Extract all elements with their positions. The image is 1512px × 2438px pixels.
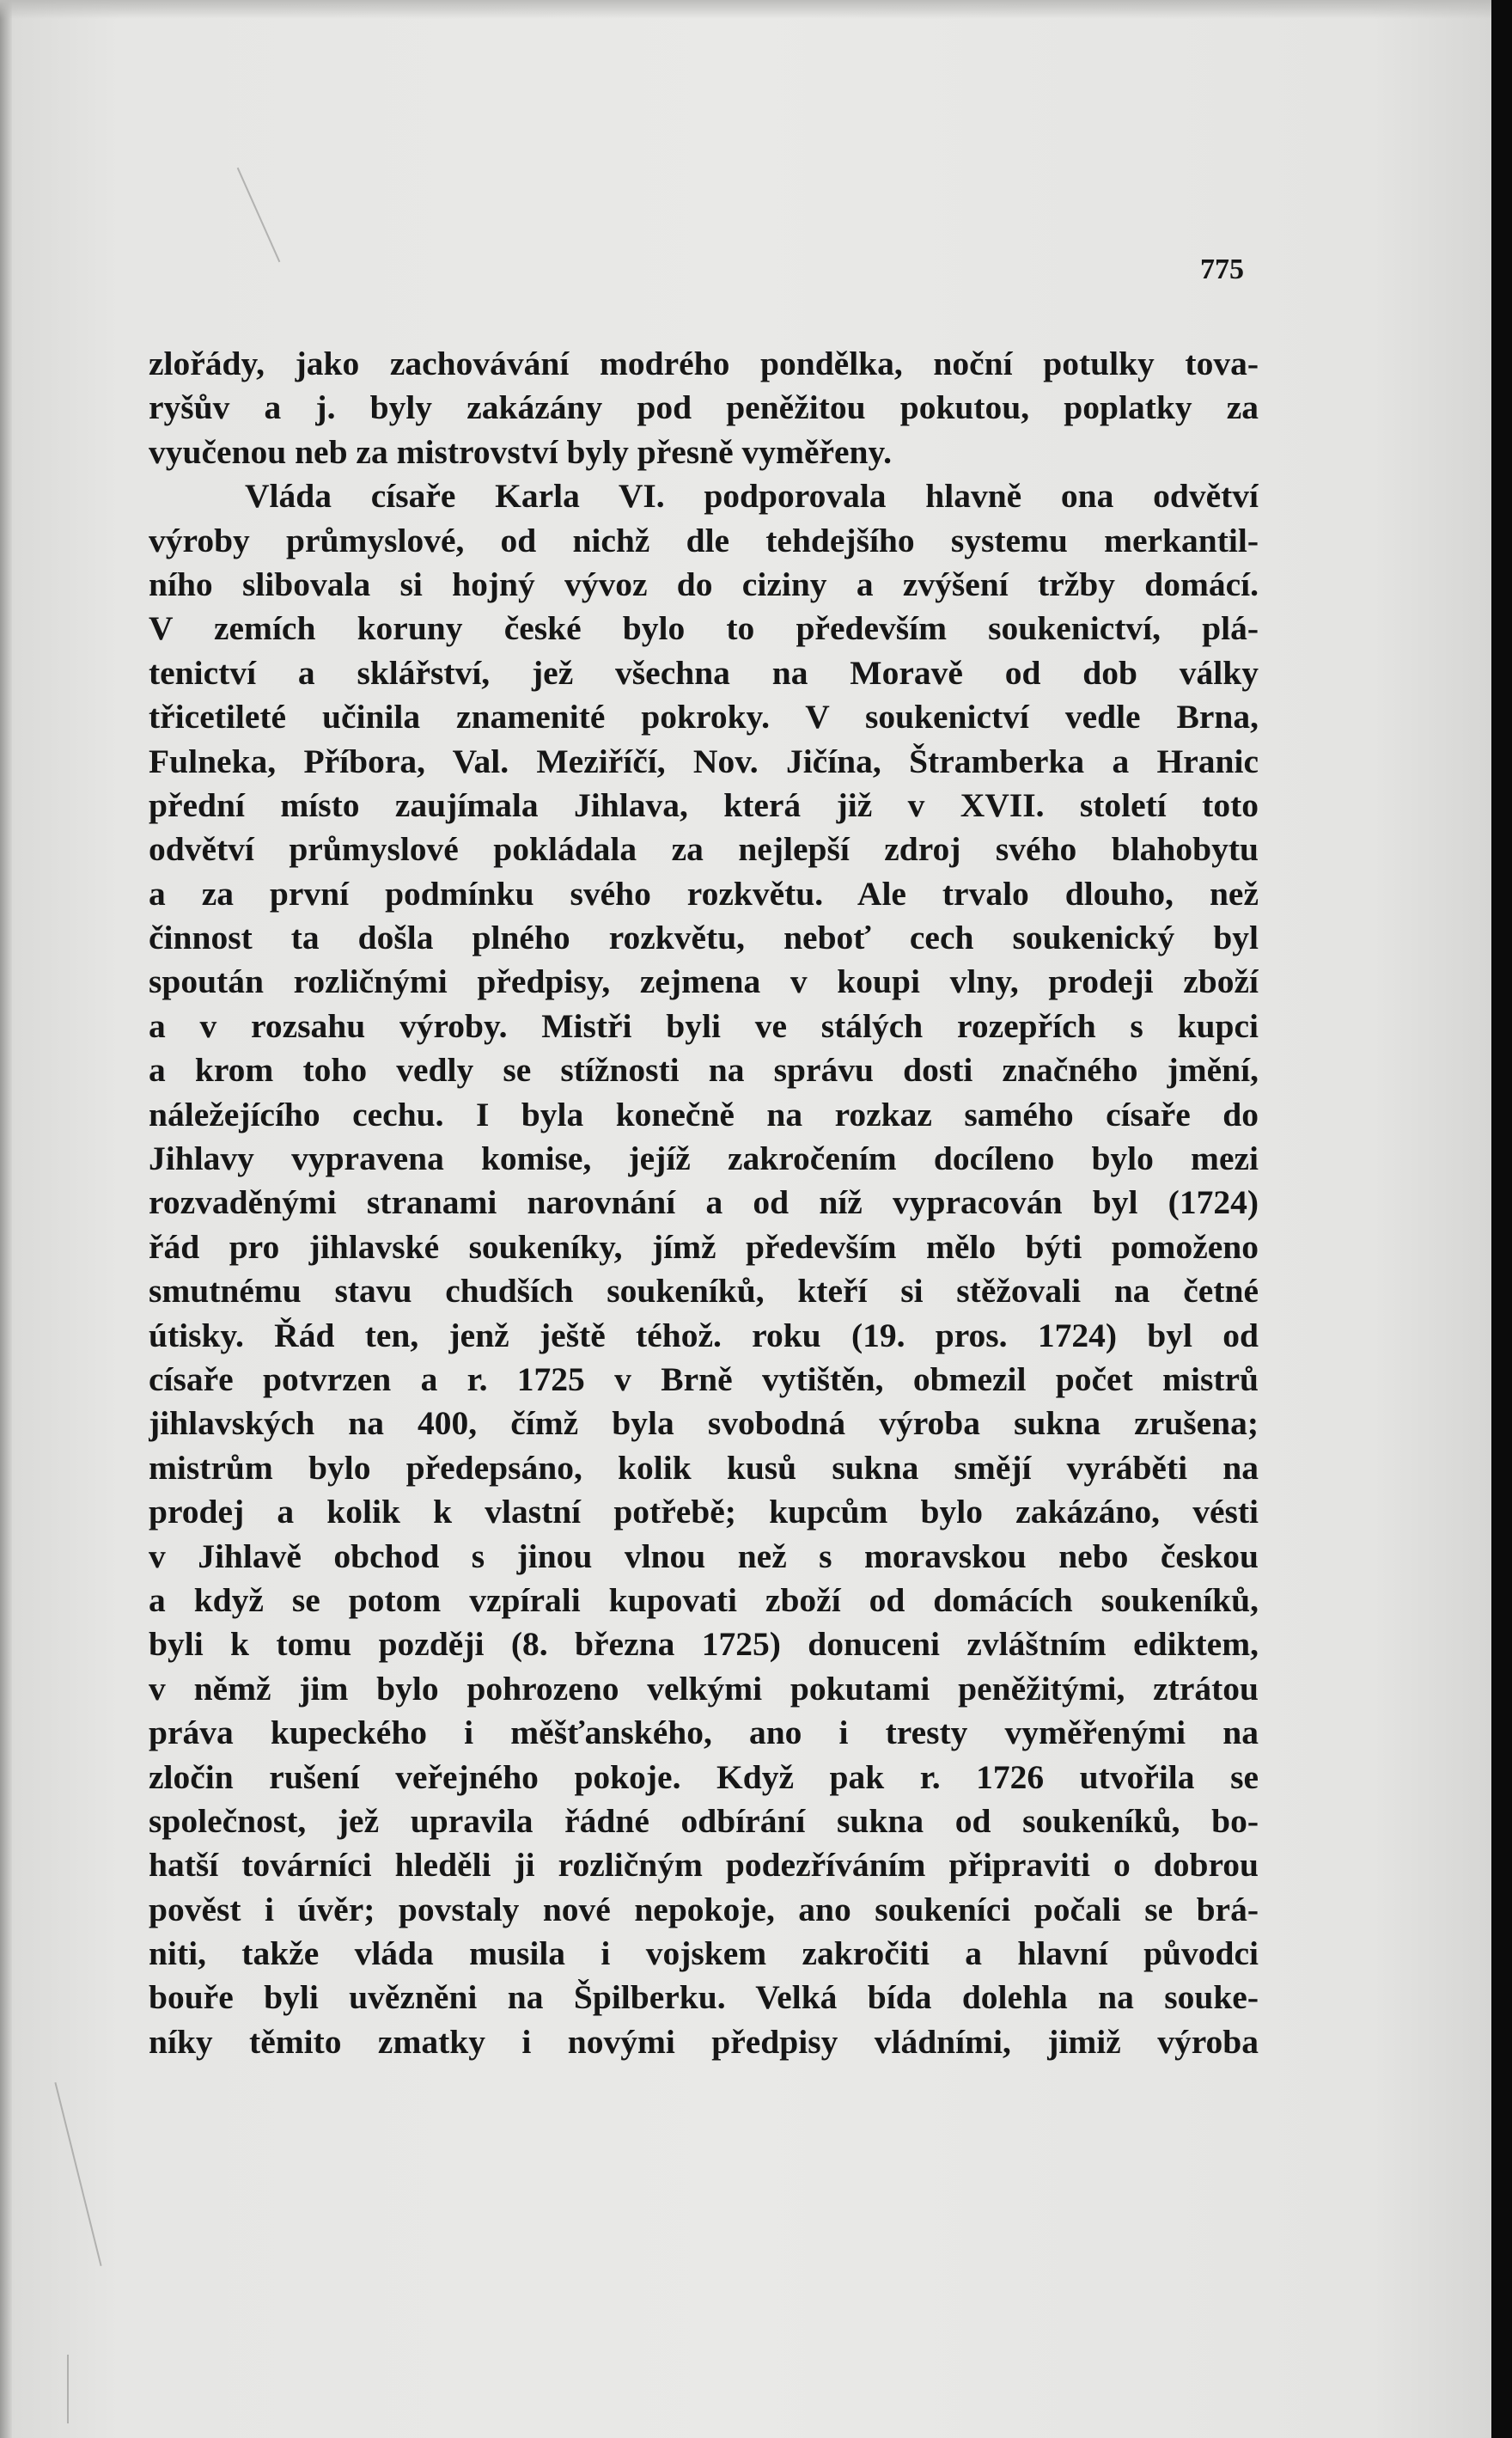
text-line: řád pro jihlavské soukeníky, jímž především mělo býti pomoženo — [149, 1227, 1259, 1266]
scan-scratch-mark — [237, 168, 281, 262]
scan-scratch-mark — [67, 2355, 69, 2423]
text-line: jihlavských na 400, čímž byla svobodná výroba sukna zrušena; — [149, 1404, 1259, 1443]
text-line: práva kupeckého i měšťanského, ano i tresty vyměřenými na — [149, 1714, 1259, 1752]
text-line: činnost ta došla plného rozkvětu, neboť cech soukenický byl — [149, 919, 1259, 957]
text-line: hatší továrníci hleděli ji rozličným podezříváním připraviti o dobrou — [149, 1846, 1259, 1885]
text-line: pověst i úvěr; povstaly nové nepokoje, ano soukeníci počali se brá- — [149, 1890, 1259, 1928]
text-line: smutnému stavu chudších soukeníků, kteří si stěžovali na četné — [149, 1272, 1259, 1311]
text-line: a když se potom vzpírali kupovati zboží od domácích soukeníků, — [149, 1580, 1259, 1619]
text-line: a v rozsahu výroby. Mistři byli ve stálých rozepřích s kupci — [149, 1006, 1259, 1045]
text-line: prodej a kolik k vlastní potřebě; kupcům bylo zakázáno, vésti — [149, 1493, 1259, 1531]
text-line: císaře potvrzen a r. 1725 v Brně vytištěn, obmezil počet mistrů — [149, 1360, 1259, 1398]
scan-scratch-mark — [54, 2082, 101, 2266]
text-line: zločin rušení veřejného pokoje. Když pak r. 1726 utvořila se — [149, 1757, 1259, 1796]
text-line: přední místo zaujímala Jihlava, která již v XVII. století toto — [149, 785, 1259, 824]
text-line: útisky. Řád ten, jenž ještě téhož. roku (19. pros. 1724) byl od — [149, 1316, 1259, 1354]
text-line: tenictví a sklářství, jež všechna na Moravě od dob války — [149, 653, 1259, 692]
text-line: a krom toho vedly se stížnosti na správu dosti značného jmění, — [149, 1051, 1259, 1090]
text-line: v Jihlavě obchod s jinou vlnou než s moravskou nebo českou — [149, 1537, 1259, 1575]
text-line: níky těmito zmatky i novými předpisy vládními, jimiž výroba — [149, 2022, 1259, 2061]
text-line: výroby průmyslové, od nichž dle tehdejšího systemu merkantil- — [149, 521, 1259, 559]
page-binding-edge — [0, 0, 12, 2438]
text-line: spoután rozličnými předpisy, zejmena v koupi vlny, prodeji zboží — [149, 962, 1259, 1001]
page-top-shadow — [0, 0, 1491, 19]
body-text — [149, 342, 1259, 2064]
text-line: bouře byli uvězněni na Špilberku. Velká bída dolehla na souke- — [149, 1978, 1259, 2017]
text-line: V zemích koruny české bylo to především soukenictví, plá- — [149, 609, 1259, 648]
page-number: 775 — [1200, 254, 1244, 285]
text-line: rozvaděnými stranami narovnání a od níž vypracován byl (1724) — [149, 1183, 1259, 1222]
text-line: Fulneka, Příbora, Val. Meziříčí, Nov. Jičína, Štramberka a Hranic — [149, 742, 1259, 780]
text-line: ryšův a j. byly zakázány pod peněžitou pokutou, poplatky za — [149, 388, 1259, 427]
text-line: zlořády, jako zachovávání modrého pondělka, noční potulky tova- — [149, 345, 1259, 382]
text-line: mistrům bylo předepsáno, kolik kusů sukna smějí vyráběti na — [149, 1448, 1259, 1487]
text-line: byli k tomu později (8. března 1725) donuceni zvláštním ediktem, — [149, 1625, 1259, 1664]
text-line: a za první podmínku svého rozkvětu. Ale trvalo dlouho, než — [149, 874, 1259, 913]
text-line: společnost, jež upravila řádné odbírání sukna od soukeníků, bo- — [149, 1801, 1259, 1840]
text-line: ního slibovala si hojný vývoz do ciziny a zvýšení tržby domácí. — [149, 565, 1259, 603]
text-line: odvětví průmyslové pokládala za nejlepší zdroj svého blahobytu — [149, 830, 1259, 869]
text-line: v němž jim bylo pohrozeno velkými pokutami peněžitými, ztrátou — [149, 1669, 1259, 1708]
text-line: třicetileté učinila znamenité pokroky. V soukenictví vedle Brna, — [149, 698, 1259, 736]
paragraph-start-line: Vláda císaře Karla VI. podporovala hlavně ona odvětví — [245, 477, 1259, 516]
text-line: niti, takže vláda musila i vojskem zakročiti a hlavní původci — [149, 1934, 1259, 1973]
text-line: náležejícího cechu. I byla konečně na rozkaz samého císaře do — [149, 1095, 1259, 1133]
text-line: vyučenou neb za mistrovství byly přesně vyměřeny. — [149, 432, 892, 471]
text-line: Jihlavy vypravena komise, jejíž zakročením docíleno bylo mezi — [149, 1140, 1259, 1178]
